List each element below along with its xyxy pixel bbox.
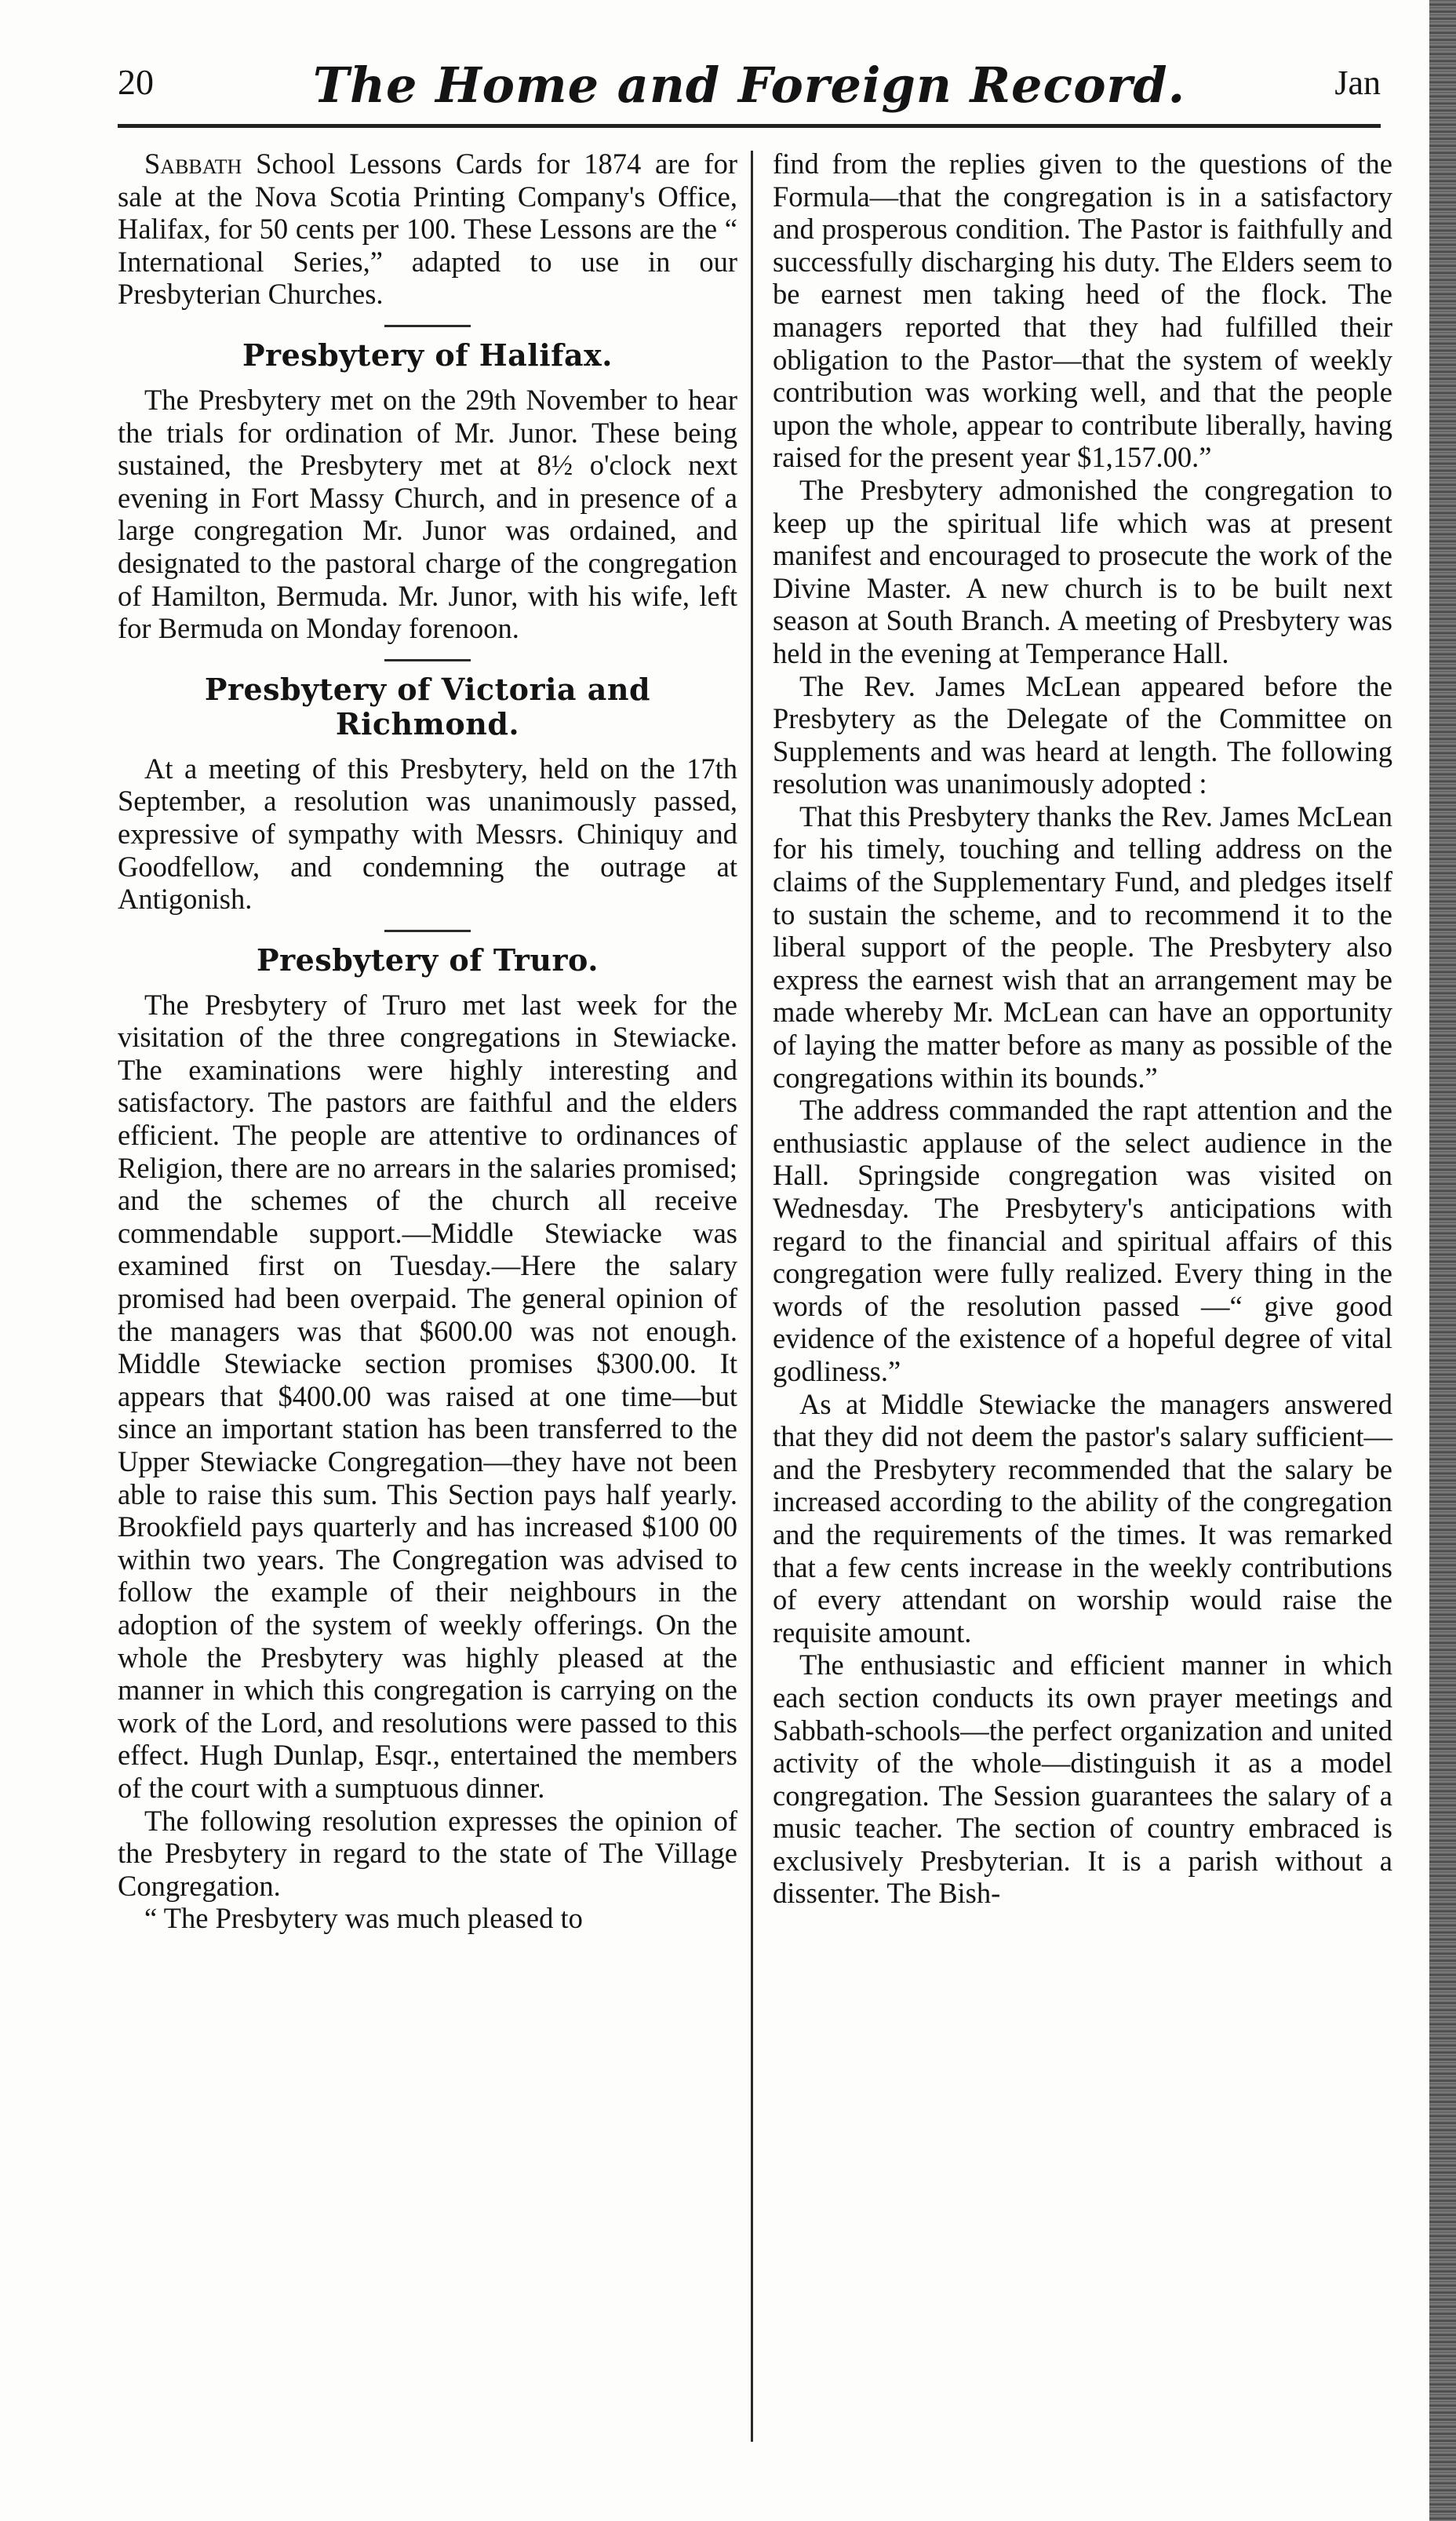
right-paragraph-7: The enthusiastic and efficient manner in which each section conducts its own prayer meetings and Sabbath-schools—the perfect organization and united activity of the whole—distinguish it as a model congregation. The Session guarantees the salary of a music teacher. The section of country embraced is exclusively Presbyterian. It is a parish without a dissenter. The Bish- xyxy=(773,1648,1392,1910)
section-rule xyxy=(384,325,471,327)
notice-text: School Lessons Cards for 1874 are for sale at the Nova Scotia Printing Company's Office, Halifax, for 50 cents per 100. These Lessons are the “ International Series,” adapted to use in our Presbyterian Churches. xyxy=(118,148,737,311)
running-month: Jan xyxy=(1334,64,1381,102)
truro-paragraph-1: The Presbytery of Truro met last week for the visitation of the three congregations in Stewiacke. The examinations were highly interesting and satisfactory. The pastors are faithful and the elders efficient. The people are attentive to ordinances of Religion, there are no arrears in the salaries promised; and the schemes of the church all receive commendable support.—Middle Stewiacke was examined first on Tuesday.—Here the salary promised had been overpaid. The general opinion of the managers was that $600.00 was not enough. Middle Stewiacke section promises $300.00. It appears that $400.00 was raised at one time—but since an important station has been transferred to the Upper Stewiacke Congregation—they have not been able to raise this sum. This Section pays half yearly. Brookfield pays quarterly and has increased $100 00 within two years. The Congregation was advised to follow the example of their neighbours in the adoption of the system of weekly offerings. On the whole the Presbytery was highly pleased at the manner in which this congregation is carrying on the work of the Lord, and resolutions were passed to this effect. Hugh Dunlap, Esqr., entertained the members of the court with a sumptuous dinner. xyxy=(118,988,737,1804)
page-header xyxy=(118,56,1381,124)
truro-paragraph-2: The following resolution expresses the opinion of the Presbytery in regard to the state of The Village Congregation. xyxy=(118,1804,737,1902)
heading-halifax: Presbytery of Halifax. xyxy=(242,337,613,373)
heading-victoria-richmond: Presbytery of Victoria and Richmond. xyxy=(204,671,651,741)
section-rule xyxy=(384,930,471,932)
sabbath-notice xyxy=(118,148,737,311)
right-column xyxy=(773,148,1392,1910)
right-paragraph-2: The Presbytery admonished the congregation to keep up the spiritual life which was at present manifest and encouraged to prosecute the work of the Divine Master. A new church is to be built next season at South Branch. A meeting of Presbytery was held in the evening at Temperance Hall. xyxy=(773,473,1392,669)
section-rule xyxy=(384,659,471,661)
right-paragraph-5: The address commanded the rapt attention and the enthusiastic applause of the select audience in the Hall. Springside congregation was visited on Wednesday. The Presbytery's anticipations with regard to the financial and spiritual affairs of this congregation were fully realized. Every thing in the words of the resolution passed —“ give good evidence of the existence of a hopeful degree of vital godliness.” xyxy=(773,1094,1392,1387)
header-rule xyxy=(118,124,1381,128)
page-number: 20 xyxy=(118,62,154,102)
right-paragraph-3: The Rev. James McLean appeared before the Presbytery as the Delegate of the Committee on Supplements and was heard at length. The following resolution was unanimously adopted : xyxy=(773,669,1392,800)
victoria-paragraph: At a meeting of this Presbytery, held on the 17th September, a resolution was unanimously passed, expressive of sympathy with Messrs. Chiniquy and Goodfellow, and condemning the outrage at Antigonish. xyxy=(118,752,737,916)
halifax-paragraph: The Presbytery met on the 29th November to hear the trials for ordination of Mr. Junor. These being sustained, the Presbytery met at 8½ o'clock next evening in Fort Massy Church, and in presence of a large congregation Mr. Junor was ordained, and designated to the pastoral charge of the congregation of Hamilton, Bermuda. Mr. Junor, with his wife, left for Bermuda on Monday forenoon. xyxy=(118,383,737,645)
notice-lead-word: Sabbath xyxy=(144,148,242,180)
journal-title: The Home and Foreign Record. xyxy=(312,56,1186,114)
column-divider xyxy=(751,151,753,2442)
right-paragraph-6: As at Middle Stewiacke the managers answered that they did not deem the pastor's salary sufficient—and the Presbytery recommended that the salary be increased according to the ability of the congregation and the requirements of the times. It was remarked that a few cents increase in the weekly contributions of every attendant on worship would raise the requisite amount. xyxy=(773,1387,1392,1648)
left-column xyxy=(118,148,737,1935)
right-paragraph-1: find from the replies given to the questions of the Formula—that the congregation is in a satisfactory and prosperous condition. The Pastor is faithfully and successfully discharging his duty. The Elders seem to be earnest men taking heed of the flock. The managers reported that they had fulfilled their obligation to the Pastor—that the system of weekly contribution was working well, and that the people upon the whole, appear to contribute liberally, having raised for the present year $1,157.00.” xyxy=(773,148,1392,474)
heading-truro: Presbytery of Truro. xyxy=(257,942,599,978)
right-paragraph-4: That this Presbytery thanks the Rev. James McLean for his timely, touching and telling address on the claims of the Supplementary Fund, and pledges itself to sustain the scheme, and to recommend it to the liberal support of the people. The Presbytery also express the earnest wish that an arrangement may be made whereby Mr. McLean can have an opportunity of laying the matter before as many as possible of the congregations within its bounds.” xyxy=(773,800,1392,1094)
truro-paragraph-3: “ The Presbytery was much pleased to xyxy=(144,1902,583,1935)
page-binding-edge xyxy=(1429,0,1456,2521)
